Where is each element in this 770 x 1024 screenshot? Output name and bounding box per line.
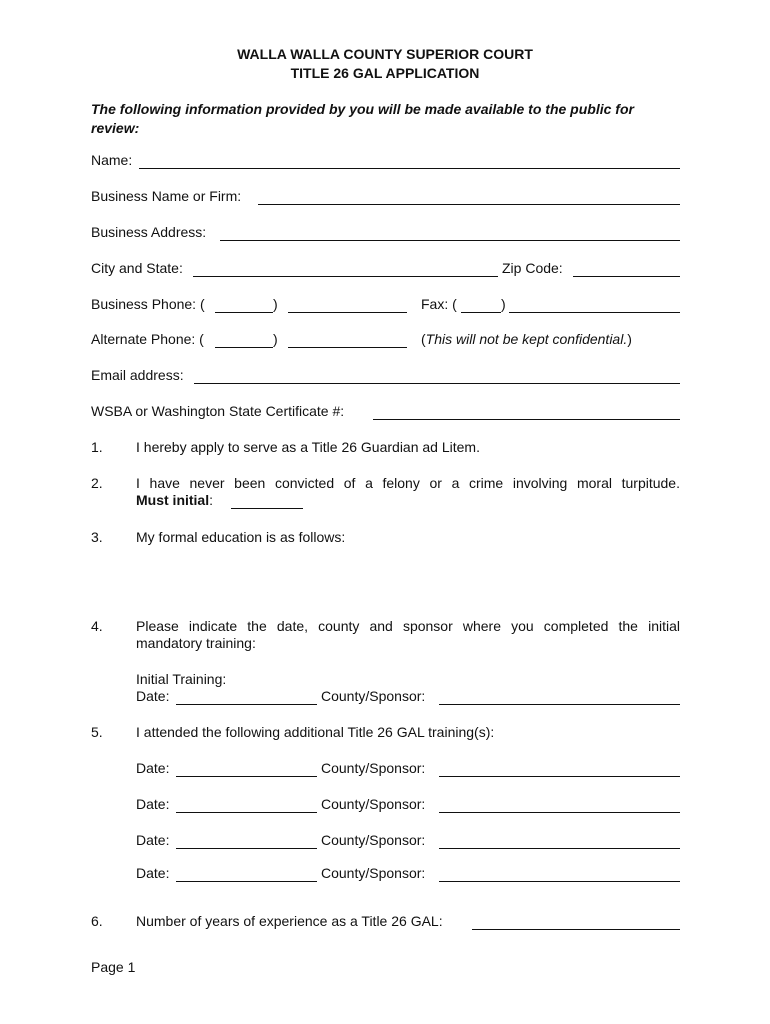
item-4-number: 4.	[91, 618, 103, 634]
training-sponsor-field[interactable]	[439, 881, 680, 882]
training-sponsor-field[interactable]	[439, 812, 680, 813]
item-5-text: I attended the following additional Title 26 GAL training(s):	[136, 724, 495, 740]
date-label: Date:	[136, 760, 170, 776]
county-sponsor-label: County/Sponsor:	[321, 865, 426, 881]
item-6-text: Number of years of experience as a Title 26 GAL:	[136, 913, 443, 929]
confidential-open-paren: (	[421, 331, 426, 347]
must-initial-field[interactable]	[231, 508, 303, 509]
initial-training-sponsor-field[interactable]	[439, 704, 680, 705]
date-label: Date:	[136, 865, 170, 881]
city-state-row	[91, 260, 686, 280]
confidential-note	[421, 331, 632, 347]
experience-years-field[interactable]	[472, 929, 680, 930]
item-3-number: 3.	[91, 529, 103, 545]
business-name-field[interactable]	[258, 204, 680, 205]
item-3-text: My formal education is as follows:	[136, 529, 346, 545]
business-phone-area-code-field[interactable]	[215, 312, 273, 313]
item-5-number: 5.	[91, 724, 103, 740]
item-1-text: I hereby apply to serve as a Title 26 Guardian ad Litem.	[136, 439, 480, 455]
training-sponsor-field[interactable]	[439, 848, 680, 849]
fax-number-field[interactable]	[509, 312, 680, 313]
business-name-row	[91, 188, 686, 208]
business-phone-number-field[interactable]	[288, 312, 407, 313]
date-label: Date:	[136, 832, 170, 848]
training-row	[136, 796, 680, 816]
item-2-text: I have never been convicted of a felony or a crime involving moral turpitude.	[136, 475, 680, 491]
alternate-phone-row	[91, 331, 686, 351]
public-notice: The following information provided by you will be made available to the public for review:	[91, 101, 634, 136]
name-row	[91, 152, 686, 172]
date-label: Date:	[136, 796, 170, 812]
business-phone-paren: )	[273, 296, 278, 312]
training-date-field[interactable]	[176, 812, 317, 813]
county-sponsor-label: County/Sponsor:	[321, 832, 426, 848]
fax-paren: )	[501, 296, 506, 312]
initial-training-row	[136, 688, 680, 708]
training-date-field[interactable]	[176, 881, 317, 882]
training-row	[136, 832, 680, 852]
email-field[interactable]	[194, 383, 680, 384]
alternate-phone-label: Alternate Phone: (	[91, 331, 204, 347]
name-label: Name:	[91, 152, 133, 168]
item-1-number: 1.	[91, 439, 103, 455]
training-date-field[interactable]	[176, 776, 317, 777]
zip-field[interactable]	[573, 276, 680, 277]
initial-training-date-field[interactable]	[176, 704, 317, 705]
email-label: Email address:	[91, 367, 184, 383]
must-initial-label: Must initial	[136, 492, 210, 508]
city-state-label: City and State:	[91, 260, 183, 276]
confidential-text: This will not be kept confidential.	[425, 331, 628, 347]
alternate-phone-number-field[interactable]	[288, 347, 407, 348]
item-4-text-line-2: mandatory training:	[136, 635, 256, 651]
must-initial-colon: :	[209, 492, 214, 508]
wsba-row	[91, 403, 686, 423]
email-row	[91, 367, 686, 387]
experience-row	[136, 913, 680, 933]
training-row	[136, 760, 680, 780]
form-title: TITLE 26 GAL APPLICATION	[290, 65, 480, 81]
page-number: Page 1	[91, 959, 136, 975]
business-address-label: Business Address:	[91, 224, 207, 240]
city-state-field[interactable]	[193, 276, 498, 277]
initial-training-heading: Initial Training:	[136, 671, 227, 687]
county-sponsor-label: County/Sponsor:	[321, 760, 426, 776]
county-sponsor-label: County/Sponsor:	[321, 688, 426, 704]
must-initial-row	[136, 492, 436, 512]
education-area[interactable]	[136, 550, 680, 610]
wsba-label: WSBA or Washington State Certificate #:	[91, 403, 345, 419]
confidential-close-paren: )	[627, 331, 632, 347]
training-sponsor-field[interactable]	[439, 776, 680, 777]
zip-label: Zip Code:	[502, 260, 563, 276]
item-6-number: 6.	[91, 913, 103, 929]
business-phone-label: Business Phone: (	[91, 296, 205, 312]
county-sponsor-label: County/Sponsor:	[321, 796, 426, 812]
court-name: WALLA WALLA COUNTY SUPERIOR COURT	[237, 46, 533, 62]
training-row	[136, 865, 680, 885]
business-phone-row	[91, 296, 686, 316]
alternate-phone-paren: )	[273, 331, 278, 347]
date-label: Date:	[136, 688, 170, 704]
training-date-field[interactable]	[176, 848, 317, 849]
business-address-field[interactable]	[220, 240, 680, 241]
wsba-field[interactable]	[373, 419, 680, 420]
fax-label: Fax: (	[421, 296, 457, 312]
fax-area-code-field[interactable]	[461, 312, 501, 313]
item-4-text-line-1: Please indicate the date, county and sponsor where you completed the initial	[136, 618, 680, 634]
alternate-phone-area-code-field[interactable]	[215, 347, 273, 348]
business-name-label: Business Name or Firm:	[91, 188, 242, 204]
business-address-row	[91, 224, 686, 244]
name-field[interactable]	[139, 168, 680, 169]
item-2-number: 2.	[91, 475, 103, 491]
